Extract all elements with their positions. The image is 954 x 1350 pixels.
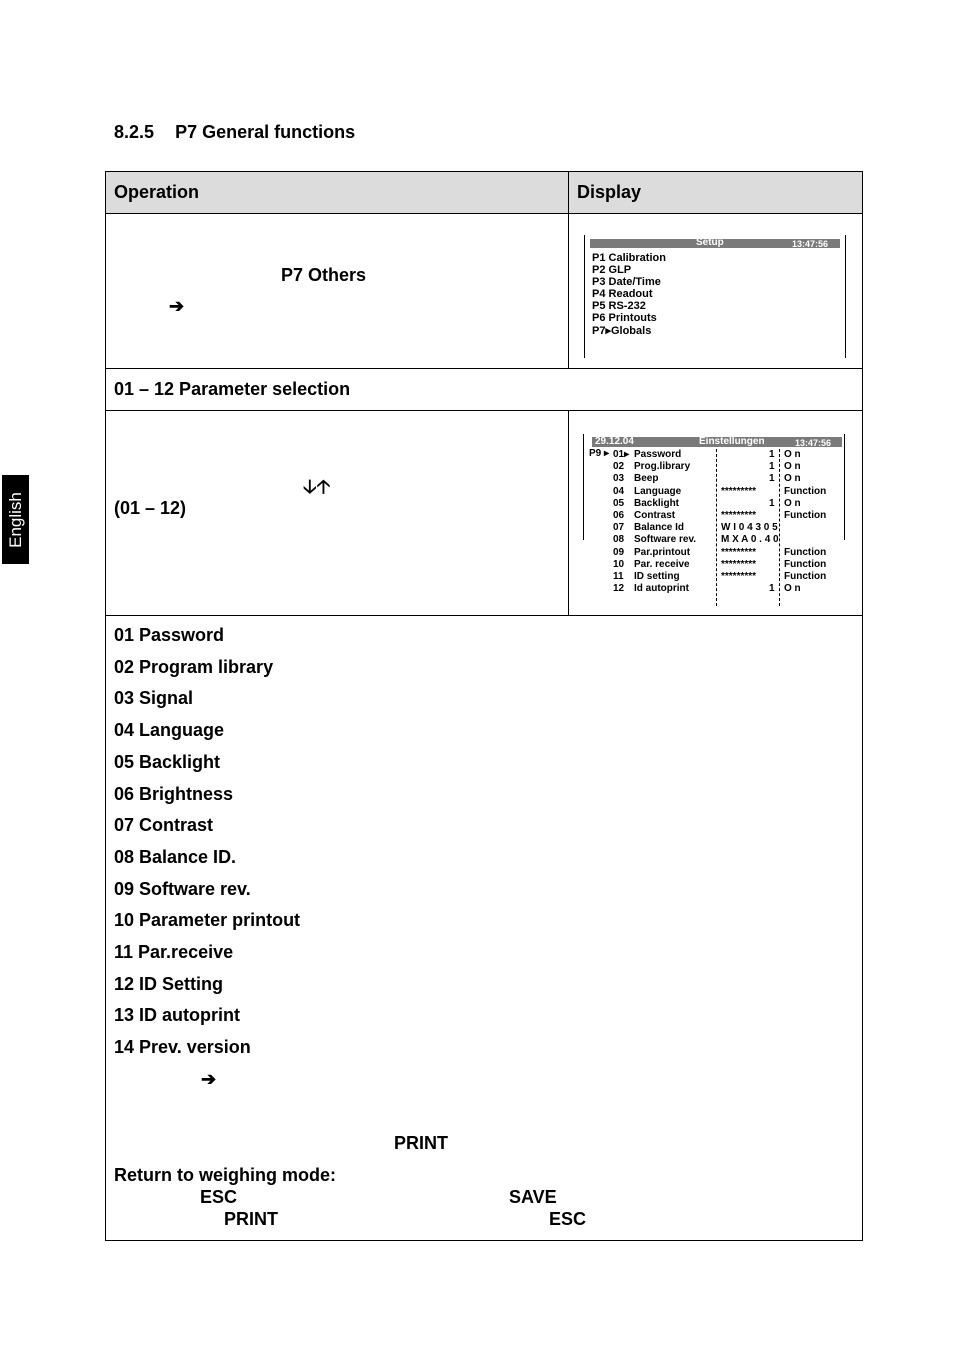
- setup-item: P2 GLP: [592, 264, 632, 276]
- section-number: 8.2.5: [114, 122, 155, 142]
- header-operation: Operation: [114, 182, 200, 202]
- return-label: Return to weighing mode:: [114, 1165, 336, 1185]
- settings-row-code: 09: [613, 546, 625, 558]
- settings-row-code: 03: [613, 473, 625, 485]
- menu-p7-others: P7 Others: [281, 265, 367, 285]
- settings-row-code: 04: [613, 485, 625, 497]
- function-table: [105, 171, 863, 1241]
- display-setup-screen: [584, 235, 846, 358]
- display-settings-screen: [583, 434, 845, 604]
- setup-item-selected: P7▸Globals: [592, 325, 652, 337]
- arrow-down-up-icon: 🡣🡡: [303, 477, 331, 498]
- settings-row-name: Backlight: [634, 497, 680, 509]
- setup-item: P5 RS-232: [592, 300, 646, 312]
- section-title: P7 General functions: [175, 122, 356, 142]
- settings-row-code: 08: [613, 534, 625, 546]
- save-key: SAVE: [509, 1187, 557, 1207]
- arrow-right-icon: ➔: [169, 296, 185, 316]
- parameter-item: 01 Password: [114, 625, 225, 645]
- settings-title-bar: [592, 437, 842, 447]
- print-key: PRINT: [394, 1133, 448, 1153]
- settings-row-value: *********: [721, 546, 757, 558]
- settings-row-name: Prog.library: [634, 461, 691, 473]
- parameter-selection-title: 01 – 12 Parameter selection: [114, 379, 351, 399]
- parameter-item: 12 ID Setting: [114, 973, 224, 994]
- parameter-item: 09 Software rev.: [114, 878, 251, 899]
- settings-row-code: 06: [613, 510, 625, 521]
- setup-time: 13:47:56: [792, 239, 829, 249]
- parameter-item: 14 Prev. version: [114, 1037, 251, 1058]
- settings-row-value: *********: [721, 510, 757, 521]
- section-heading: [114, 122, 355, 143]
- settings-row-code: 12: [613, 583, 625, 595]
- settings-prefix: P9 ▸: [589, 448, 610, 459]
- setup-title-bar: [590, 239, 840, 248]
- settings-row-code: 07: [613, 522, 625, 534]
- settings-row-name: Id autoprint: [634, 583, 689, 595]
- parameter-item: 10 Parameter printout: [114, 910, 301, 931]
- settings-row-value: 1: [769, 583, 775, 595]
- settings-row-value: *********: [721, 558, 757, 570]
- header-display: Display: [577, 182, 642, 202]
- settings-row-state: Function: [784, 546, 827, 558]
- settings-row-code: 02: [613, 461, 625, 473]
- settings-row-name: Balance Id: [634, 522, 685, 534]
- setup-title: Setup: [696, 237, 724, 248]
- esc-key: ESC: [200, 1187, 238, 1207]
- settings-row-name: Language: [634, 485, 682, 497]
- settings-row-code: 10: [613, 558, 625, 570]
- settings-row-value: *********: [721, 571, 757, 582]
- settings-row-state: O n: [784, 583, 801, 595]
- parameter-item: 03 Signal: [114, 688, 194, 709]
- setup-item: P6 Printouts: [592, 312, 657, 324]
- settings-row-code: 11: [613, 571, 624, 582]
- settings-row-state: Function: [784, 558, 827, 570]
- settings-row-name: Contrast: [634, 510, 676, 521]
- settings-row-value: 1: [769, 449, 775, 460]
- table-header: [106, 172, 862, 214]
- settings-time: 13:47:56: [795, 438, 832, 448]
- settings-row-value: 1: [769, 461, 775, 473]
- parameter-item: 08 Balance ID.: [114, 846, 237, 867]
- settings-row-state: Function: [784, 485, 827, 497]
- settings-row-value: W I 0 4 3 0 5: [721, 522, 778, 534]
- settings-row-value: 1: [769, 473, 775, 485]
- setup-item: P1 Calibration: [592, 252, 666, 264]
- settings-title: Einstellungen: [699, 436, 765, 447]
- arrow-right-icon: ➔: [201, 1069, 217, 1089]
- settings-row-code: 05: [613, 497, 625, 509]
- esc-key: ESC: [549, 1209, 587, 1229]
- settings-date: 29.12.04: [595, 436, 634, 447]
- settings-row-name: Password: [634, 449, 682, 460]
- settings-row-value: 1: [769, 497, 775, 509]
- settings-row-name: ID setting: [634, 571, 680, 582]
- settings-row-state: O n: [784, 473, 801, 485]
- parameter-item: 07 Contrast: [114, 815, 214, 836]
- language-tab-label: English: [5, 491, 25, 548]
- setup-item: P4 Readout: [592, 288, 653, 300]
- parameter-item: 13 ID autoprint: [114, 1005, 241, 1026]
- settings-row-state: O n: [784, 449, 801, 460]
- setup-item: P3 Date/Time: [592, 276, 661, 288]
- settings-row-code: 01▸: [613, 449, 630, 460]
- settings-row-name: Software rev.: [634, 534, 697, 546]
- language-tab: [2, 475, 29, 564]
- settings-row-value: M X A 0 . 4 0: [721, 534, 779, 546]
- settings-row-state: Function: [784, 510, 827, 521]
- settings-row-state: O n: [784, 497, 801, 509]
- parameter-item: 11 Par.receive: [114, 942, 234, 962]
- print-key: PRINT: [224, 1209, 278, 1229]
- settings-row-state: Function: [784, 571, 827, 582]
- parameter-item: 02 Program library: [114, 656, 274, 677]
- parameter-range: (01 – 12): [114, 498, 187, 518]
- parameter-item: 05 Backlight: [114, 751, 221, 772]
- settings-row-name: Par.printout: [634, 546, 691, 558]
- parameter-item: 04 Language: [114, 720, 225, 741]
- parameter-item: 06 Brightness: [114, 783, 234, 804]
- settings-row-value: *********: [721, 485, 757, 497]
- settings-row-state: O n: [784, 461, 801, 473]
- settings-row-name: Beep: [634, 473, 659, 485]
- settings-row-name: Par. receive: [634, 558, 690, 570]
